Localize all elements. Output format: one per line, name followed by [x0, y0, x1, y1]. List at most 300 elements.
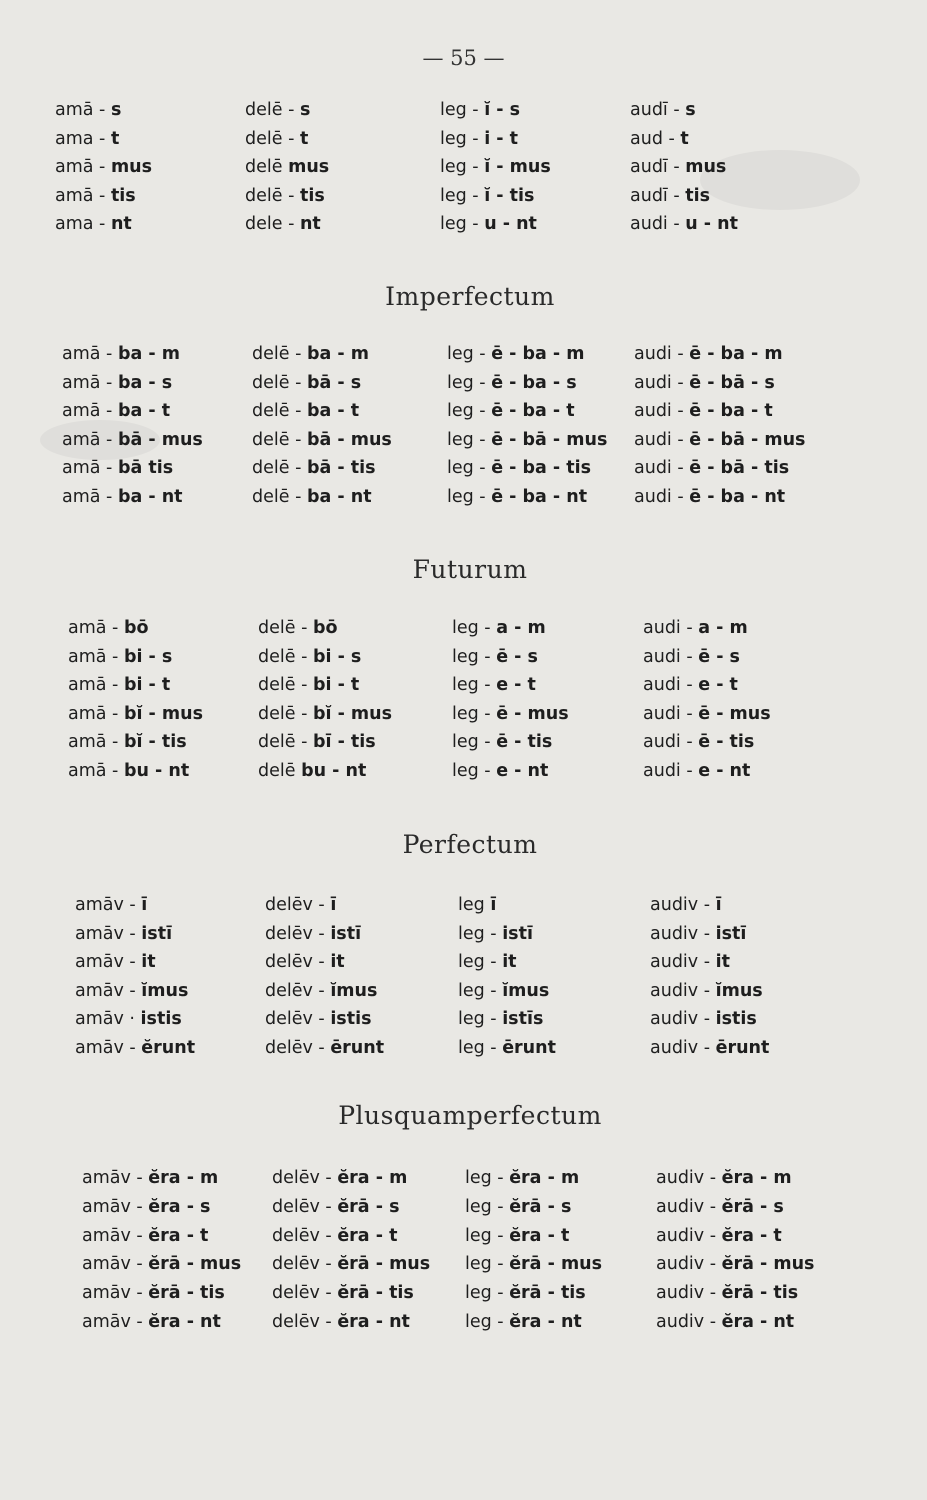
verb-ending: it — [141, 952, 156, 972]
verb-form — [630, 100, 696, 120]
verb-form — [68, 675, 170, 695]
verb-stem: audiv - — [656, 1283, 722, 1304]
verb-stem: leg - — [458, 923, 503, 944]
verb-stem: leg - — [440, 128, 485, 149]
verb-form — [258, 675, 359, 695]
verb-form — [258, 732, 376, 752]
verb-ending: ĭmus — [330, 980, 378, 1001]
verb-form — [62, 401, 170, 421]
verb-form — [440, 129, 518, 149]
verb-stem: leg - — [447, 458, 492, 478]
verb-stem: delē - — [252, 401, 307, 421]
verb-form — [82, 1168, 218, 1188]
verb-ending: mus — [110, 157, 153, 177]
verb-ending: bĭ - mus — [312, 703, 393, 724]
verb-stem: amāv - — [75, 895, 142, 915]
verb-form — [272, 1168, 407, 1188]
verb-stem: amā - — [62, 401, 118, 421]
verb-form — [252, 458, 376, 478]
verb-stem: amāv - — [82, 1196, 149, 1217]
verb-ending: i - t — [484, 128, 518, 149]
verb-stem: delēv - — [272, 1254, 338, 1275]
verb-stem: audiv - — [650, 1037, 716, 1058]
verb-stem: amā - — [68, 732, 124, 752]
verb-form — [258, 761, 366, 781]
verb-stem: leg - — [465, 1312, 510, 1332]
verb-ending: ĕrā - mus — [721, 1254, 815, 1275]
verb-ending: e - nt — [496, 760, 549, 781]
verb-ending: ĭmus — [502, 980, 550, 1001]
verb-form — [440, 100, 520, 120]
verb-form — [447, 344, 585, 364]
verb-stem: leg - — [458, 1037, 503, 1058]
verb-stem: amāv - — [82, 1283, 149, 1304]
verb-form — [75, 981, 188, 1001]
verb-stem: delē - — [258, 675, 313, 695]
verb-form — [465, 1254, 602, 1274]
verb-stem: leg - — [440, 214, 485, 234]
verb-stem: delē - — [245, 185, 300, 206]
verb-ending: mus — [288, 157, 330, 177]
verb-stem: leg - — [447, 372, 492, 393]
verb-stem: leg - — [452, 646, 497, 667]
verb-stem: amāv - — [82, 1168, 149, 1188]
verb-stem: delēv - — [265, 980, 331, 1001]
verb-ending: ba - s — [117, 372, 173, 393]
verb-ending: ĕra - m — [148, 1168, 219, 1188]
verb-form — [82, 1283, 225, 1303]
verb-form — [55, 186, 136, 206]
verb-form — [62, 487, 183, 507]
verb-stem: audi - — [643, 732, 699, 752]
verb-ending: bā - mus — [117, 429, 203, 450]
verb-ending: bĭ - tis — [123, 732, 187, 752]
verb-ending: ĕrā - mus — [509, 1254, 603, 1275]
verb-ending: t — [680, 128, 689, 149]
verb-ending: ĕrā - tis — [148, 1283, 225, 1304]
verb-stem: delēv - — [265, 1009, 331, 1029]
verb-stem: audiv - — [650, 1009, 716, 1029]
verb-ending: ĕra - t — [509, 1225, 570, 1246]
verb-form — [656, 1168, 792, 1188]
verb-form — [62, 344, 180, 364]
verb-ending: ē - ba - m — [689, 344, 783, 364]
verb-stem: leg - — [465, 1254, 510, 1275]
verb-form — [634, 373, 775, 393]
verb-ending: bō — [312, 618, 338, 638]
verb-stem: leg - — [440, 100, 485, 120]
verb-ending: ē - bā - tis — [689, 458, 790, 478]
verb-form — [245, 157, 329, 177]
verb-form — [55, 214, 132, 234]
verb-stem: leg - — [447, 344, 492, 364]
verb-stem: leg - — [465, 1225, 510, 1246]
verb-stem: audi - — [643, 760, 699, 781]
verb-form — [62, 458, 173, 478]
verb-ending: bĭ - mus — [123, 703, 204, 724]
verb-ending: t — [110, 128, 120, 149]
verb-form — [447, 401, 575, 421]
verb-form — [265, 924, 361, 944]
verb-stem: delē - — [258, 646, 313, 667]
verb-form — [75, 952, 156, 972]
verb-form — [634, 458, 789, 478]
verb-form — [452, 732, 552, 752]
verb-stem: delēv - — [272, 1312, 338, 1332]
verb-ending: ĕra - m — [337, 1168, 408, 1188]
verb-stem: amāv - — [82, 1312, 149, 1332]
verb-form — [465, 1312, 582, 1332]
verb-stem: delēv - — [272, 1283, 338, 1304]
verb-ending: ĕra - nt — [721, 1312, 795, 1332]
verb-form — [440, 186, 534, 206]
verb-form — [458, 924, 533, 944]
verb-form — [458, 952, 517, 972]
verb-form — [656, 1197, 784, 1217]
verb-stem: amāv - — [75, 923, 142, 944]
verb-stem: audi - — [643, 675, 699, 695]
verb-stem: audi - — [634, 458, 690, 478]
verb-stem: audī - — [630, 100, 686, 120]
verb-ending: nt — [110, 214, 132, 234]
verb-stem: amāv - — [82, 1254, 149, 1275]
verb-stem: audi - — [634, 372, 690, 393]
verb-ending: istī — [502, 923, 533, 944]
verb-ending: ĕra - nt — [337, 1312, 410, 1332]
verb-stem: leg - — [458, 952, 503, 972]
verb-stem: leg - — [452, 675, 497, 695]
verb-form — [656, 1254, 814, 1274]
verb-ending: ē - tis — [698, 732, 755, 752]
verb-ending: ba - nt — [117, 486, 183, 507]
verb-ending: ē - ba - s — [491, 372, 577, 393]
verb-ending: ē - ba - nt — [689, 486, 786, 507]
verb-ending: ĕrā - mus — [148, 1254, 242, 1275]
verb-form — [68, 761, 189, 781]
verb-stem: amā - — [62, 429, 118, 450]
verb-stem: amāv - — [82, 1225, 149, 1246]
verb-form — [82, 1254, 241, 1274]
verb-form — [245, 214, 321, 234]
verb-ending: ĕra - s — [148, 1196, 211, 1217]
verb-form — [245, 186, 325, 206]
verb-stem: audiv - — [650, 923, 716, 944]
verb-ending: s — [110, 100, 122, 120]
verb-form — [440, 157, 551, 177]
verb-ending: ba - nt — [306, 486, 372, 507]
verb-form — [650, 1038, 769, 1058]
verb-form — [82, 1312, 221, 1332]
verb-ending: ĕrā - s — [337, 1196, 400, 1217]
verb-stem: delē - — [252, 429, 307, 450]
verb-stem: leg - — [440, 157, 485, 177]
verb-form — [272, 1197, 400, 1217]
verb-stem: amā - — [68, 618, 124, 638]
verb-form — [68, 647, 172, 667]
verb-stem: leg — [458, 895, 491, 915]
verb-form — [650, 924, 746, 944]
verb-form — [650, 1009, 757, 1029]
verb-form — [75, 1038, 195, 1058]
verb-stem: ama - — [55, 128, 111, 149]
verb-form — [634, 344, 783, 364]
verb-stem: audiv - — [656, 1168, 722, 1188]
verb-stem: delē - — [252, 372, 307, 393]
verb-form — [272, 1254, 430, 1274]
verb-ending: it — [715, 952, 730, 972]
verb-ending: u - nt — [484, 214, 537, 234]
verb-ending: bi - t — [123, 675, 171, 695]
verb-form — [630, 186, 710, 206]
verb-stem: audi - — [643, 618, 699, 638]
verb-form — [265, 895, 336, 915]
verb-stem: dele - — [245, 214, 300, 234]
verb-stem: amā - — [55, 185, 111, 206]
verb-ending: ĕra - m — [721, 1168, 792, 1188]
verb-stem: audiv - — [656, 1196, 722, 1217]
verb-stem: leg - — [458, 980, 503, 1001]
verb-ending: ē - ba - nt — [491, 486, 588, 507]
verb-form — [75, 895, 147, 915]
verb-stem: leg - — [452, 732, 497, 752]
verb-form — [452, 618, 546, 638]
verb-ending: tis — [110, 185, 136, 206]
verb-stem: audi - — [634, 429, 690, 450]
verb-ending: bu - nt — [123, 760, 190, 781]
verb-stem: delēv - — [265, 895, 331, 915]
verb-ending: ba - t — [117, 401, 171, 421]
verb-ending: ĕrā - mus — [337, 1254, 431, 1275]
verb-ending: istis — [330, 1009, 372, 1029]
verb-ending: ē - bā - mus — [689, 429, 806, 450]
verb-form — [75, 1009, 182, 1029]
verb-ending: ĕrā - s — [721, 1196, 784, 1217]
verb-ending: istis — [140, 1009, 182, 1029]
verb-ending: ī — [715, 895, 722, 915]
section-heading: Plusquamperfectum — [338, 1101, 602, 1130]
verb-form — [650, 952, 730, 972]
verb-form — [252, 401, 359, 421]
verb-ending: a - m — [698, 618, 748, 638]
verb-form — [62, 430, 203, 450]
verb-stem: delēv - — [265, 923, 331, 944]
verb-ending: ĕra - nt — [148, 1312, 221, 1332]
verb-ending: bā - mus — [306, 429, 392, 450]
verb-ending: ba - m — [306, 344, 369, 364]
verb-stem: amā - — [55, 100, 111, 120]
verb-stem: audi - — [630, 214, 686, 234]
section-heading: Futurum — [412, 555, 528, 584]
verb-ending: bi - s — [123, 646, 173, 667]
verb-ending: ĕra - m — [509, 1168, 580, 1188]
verb-ending: ĕrā - tis — [337, 1283, 414, 1304]
verb-ending: bā tis — [117, 458, 174, 478]
verb-stem: audi - — [643, 703, 699, 724]
verb-ending: ĕra - t — [148, 1225, 209, 1246]
verb-form — [252, 487, 372, 507]
verb-form — [452, 647, 538, 667]
verb-stem: leg - — [447, 486, 492, 507]
verb-ending: bi - s — [312, 646, 362, 667]
verb-form — [68, 704, 203, 724]
verb-stem: leg - — [465, 1283, 510, 1304]
verb-ending: istī — [141, 923, 173, 944]
verb-ending: istīs — [502, 1009, 544, 1029]
verb-stem: amā - — [62, 486, 118, 507]
verb-ending: ē - ba - t — [689, 401, 773, 421]
verb-ending: bu - nt — [301, 760, 367, 781]
verb-stem: audiv - — [650, 980, 716, 1001]
verb-form — [643, 675, 738, 695]
verb-ending: ĭ - s — [484, 100, 521, 120]
verb-form — [643, 618, 748, 638]
verb-ending: ĕra - nt — [509, 1312, 582, 1332]
verb-form — [75, 924, 172, 944]
verb-form — [447, 430, 607, 450]
verb-form — [643, 732, 754, 752]
verb-form — [258, 618, 338, 638]
verb-stem: amāv - — [75, 1037, 142, 1058]
verb-stem: amā - — [68, 675, 124, 695]
verb-ending: ĕrunt — [141, 1037, 196, 1058]
verb-ending: t — [299, 128, 309, 149]
verb-ending: a - m — [496, 618, 546, 638]
verb-form — [630, 129, 689, 149]
verb-stem: delē - — [258, 618, 313, 638]
verb-form — [447, 458, 591, 478]
verb-stem: aud - — [630, 128, 681, 149]
verb-form — [265, 1009, 372, 1029]
verb-form — [452, 704, 569, 724]
verb-ending: ē - ba - m — [491, 344, 585, 364]
verb-ending: istī — [715, 923, 747, 944]
verb-form — [272, 1312, 410, 1332]
verb-form — [656, 1283, 798, 1303]
verb-stem: delēv - — [265, 952, 331, 972]
verb-ending: it — [502, 952, 517, 972]
verb-stem: delē - — [252, 344, 307, 364]
verb-stem: amā - — [62, 344, 118, 364]
verb-ending: bā - s — [306, 372, 362, 393]
verb-form — [68, 618, 149, 638]
verb-stem: amā - — [55, 157, 111, 177]
verb-stem: audi - — [634, 401, 690, 421]
verb-stem: delē - — [258, 732, 313, 752]
verb-ending: tis — [299, 185, 325, 206]
verb-stem: delē - — [245, 100, 300, 120]
verb-ending: ĭmus — [715, 980, 763, 1001]
verb-form — [245, 100, 310, 120]
verb-stem: delē — [245, 157, 289, 177]
verb-stem: audiv - — [656, 1225, 722, 1246]
verb-form — [258, 704, 392, 724]
verb-ending: ĭmus — [141, 980, 189, 1001]
verb-ending: ĕra - t — [337, 1225, 398, 1246]
verb-ending: mus — [685, 157, 727, 177]
verb-form — [265, 952, 345, 972]
verb-stem: audiv - — [650, 895, 716, 915]
verb-stem: delēv - — [272, 1168, 338, 1188]
verb-ending: ē - bā - s — [689, 372, 775, 393]
verb-form — [252, 373, 361, 393]
verb-form — [634, 487, 785, 507]
verb-form — [258, 647, 361, 667]
verb-stem: audi - — [634, 344, 690, 364]
verb-ending: ba - t — [306, 401, 360, 421]
verb-ending: ī — [141, 895, 148, 915]
verb-stem: amā - — [68, 760, 124, 781]
verb-stem: audi - — [643, 646, 699, 667]
verb-form — [452, 675, 536, 695]
verb-stem: amā - — [68, 703, 124, 724]
verb-ending: ĭ - mus — [484, 157, 551, 177]
verb-form — [62, 373, 172, 393]
verb-stem: amā - — [62, 372, 118, 393]
verb-stem: amā - — [62, 458, 118, 478]
verb-form — [630, 157, 726, 177]
verb-form — [55, 157, 152, 177]
verb-form — [465, 1226, 569, 1246]
verb-form — [447, 373, 577, 393]
verb-ending: ē - s — [496, 646, 538, 667]
verb-stem: audiv - — [656, 1254, 722, 1275]
verb-form — [458, 1009, 543, 1029]
verb-ending: ērunt — [502, 1037, 556, 1058]
verb-ending: s — [299, 100, 311, 120]
verb-stem: leg - — [447, 401, 492, 421]
verb-form — [465, 1197, 571, 1217]
verb-form — [55, 129, 119, 149]
verb-stem: leg - — [458, 1009, 503, 1029]
verb-stem: leg - — [452, 703, 497, 724]
verb-form — [447, 487, 587, 507]
verb-form — [630, 214, 738, 234]
verb-form — [458, 981, 549, 1001]
verb-stem: amā - — [68, 646, 124, 667]
verb-form — [82, 1197, 210, 1217]
verb-ending: bī - tis — [312, 732, 376, 752]
verb-stem: audiv - — [650, 952, 716, 972]
verb-ending: it — [330, 952, 345, 972]
verb-ending: bā - tis — [306, 458, 376, 478]
section-heading: Perfectum — [402, 830, 538, 859]
verb-stem: leg - — [465, 1168, 510, 1188]
verb-ending: ĕrā - tis — [509, 1283, 586, 1304]
verb-stem: audiv - — [656, 1312, 722, 1332]
verb-ending: ērunt — [715, 1037, 770, 1058]
verb-ending: ĕra - t — [721, 1225, 782, 1246]
verb-ending: bō — [123, 618, 149, 638]
verb-stem: audī - — [630, 185, 686, 206]
verb-ending: ĕrā - tis — [721, 1283, 799, 1304]
verb-form — [458, 895, 496, 915]
verb-ending: ī — [490, 895, 497, 915]
verb-form — [634, 430, 805, 450]
verb-form — [55, 100, 121, 120]
verb-ending: e - nt — [698, 760, 751, 781]
verb-ending: bi - t — [312, 675, 360, 695]
verb-stem: leg - — [440, 185, 485, 206]
verb-form — [272, 1226, 397, 1246]
verb-ending: ē - tis — [496, 732, 553, 752]
verb-form — [465, 1168, 579, 1188]
verb-stem: delē - — [245, 128, 300, 149]
verb-form — [656, 1312, 794, 1332]
verb-ending: ĭ - tis — [484, 185, 535, 206]
verb-ending: ē - mus — [698, 703, 771, 724]
verb-stem: audī - — [630, 157, 686, 177]
section-heading: Imperfectum — [385, 282, 555, 311]
